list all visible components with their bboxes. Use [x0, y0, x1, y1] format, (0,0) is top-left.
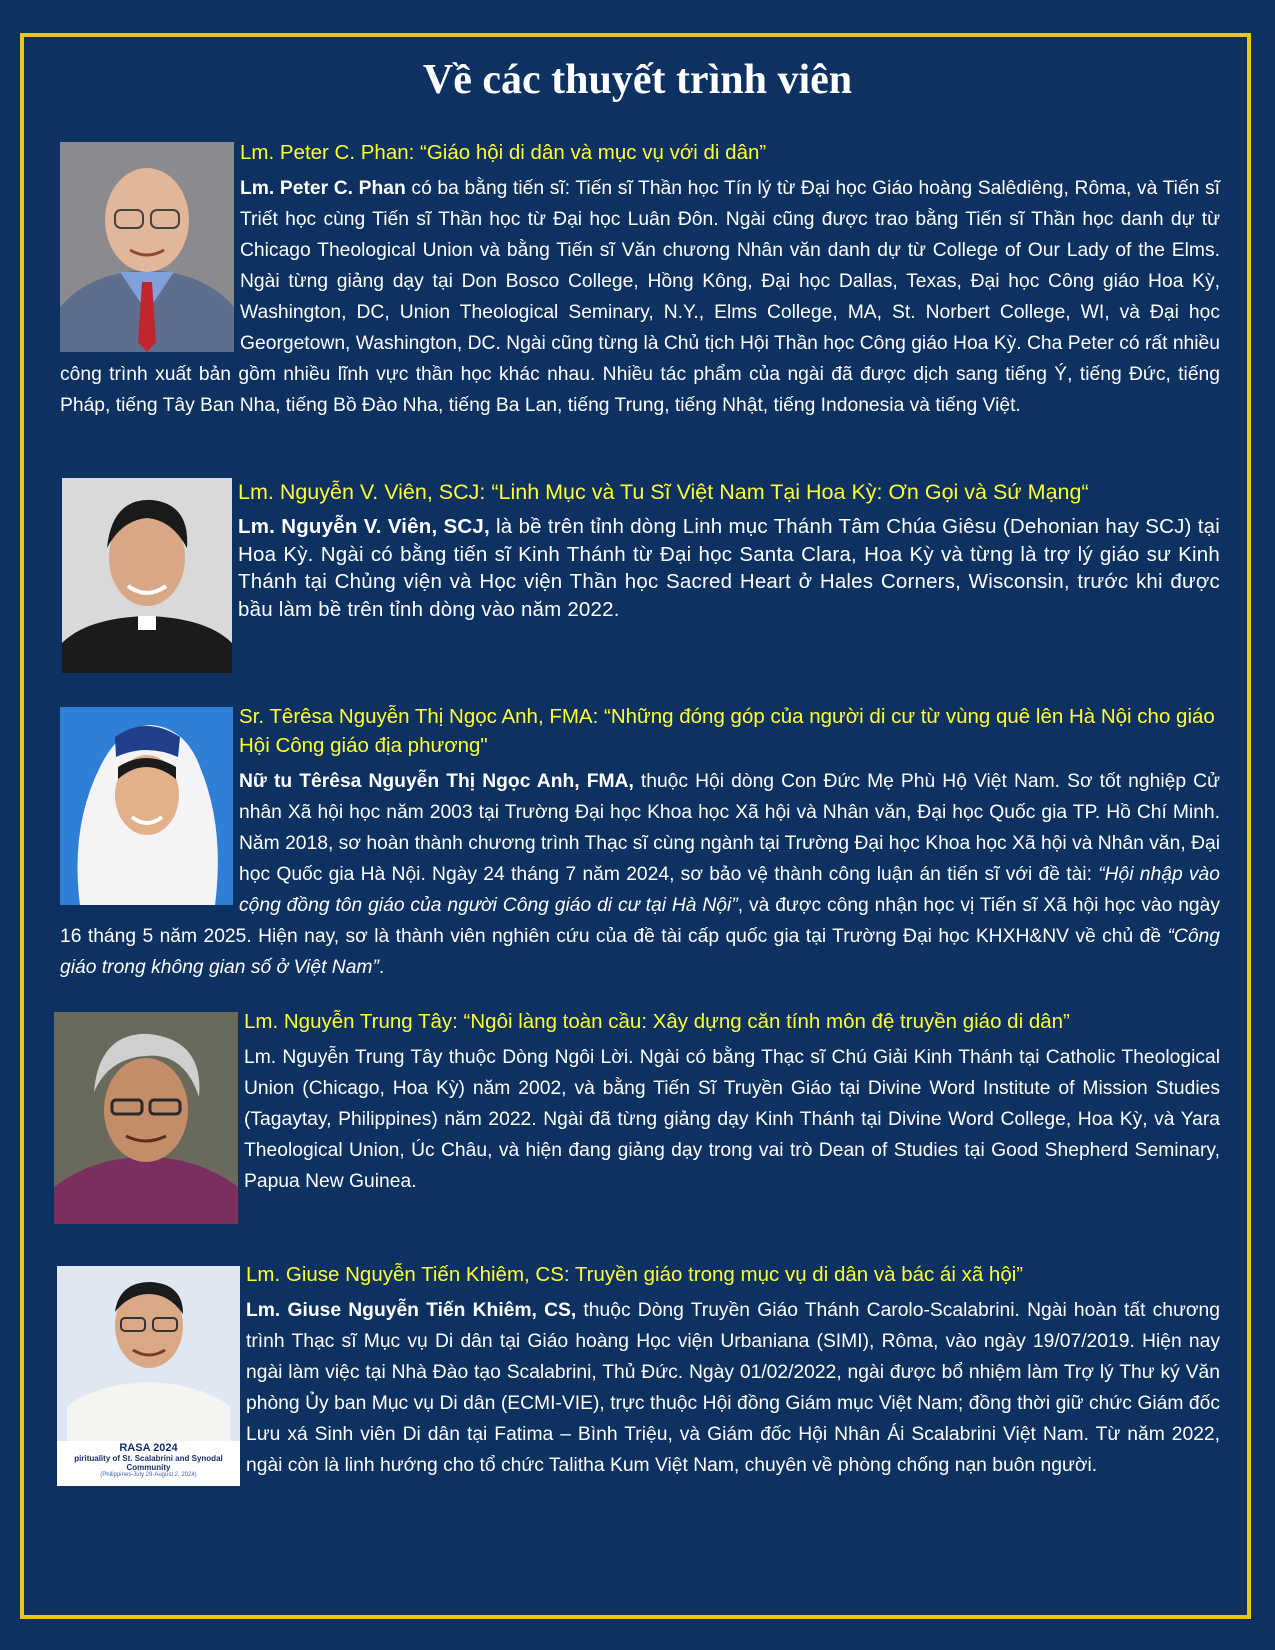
photo-caption-subtitle: pirituality of St. Scalabrini and Synodal Community — [74, 1454, 223, 1472]
speaker-bio-text: . — [378, 957, 385, 978]
speaker-section-peter-phan — [60, 138, 1220, 421]
photo-caption-dates: (Philippines-July 29-August 2, 2024) — [100, 1472, 197, 1478]
portrait-icon — [60, 707, 233, 905]
portrait-icon — [62, 478, 232, 673]
speaker-section-nguyen-trung-tay — [60, 1007, 1220, 1224]
speaker-bio-italic: “Công giáo trong không gian số ở Việt Nam” — [60, 926, 1220, 978]
speaker-topic: Lm. Giuse Nguyễn Tiến Khiêm, CS: Truyền giáo trong mục vụ di dân và bác ái xã hội” — [246, 1263, 1024, 1286]
speaker-bio — [60, 513, 1220, 623]
speaker-bio-text: , và được công nhận học vị Tiến sĩ Xã hội học vào ngày 16 tháng 5 năm 2025. Hiện nay, sơ là thành viên nghiên cứu của đề tài cấp quốc gia tại Trường Đại học KHXH&NV về chủ đề — [60, 895, 1221, 947]
speaker-section-teresa-ngoc-anh — [60, 702, 1220, 983]
speaker-topic: Lm. Nguyễn Trung Tây: “Ngôi làng toàn cầu: Xây dựng căn tính môn đệ truyền giáo di dân” — [244, 1010, 1070, 1033]
speaker-name: Lm. Nguyễn V. Viên, SCJ, — [238, 515, 490, 538]
speaker-topic: Lm. Nguyễn V. Viên, SCJ: “Linh Mục và Tu Sĩ Việt Nam Tại Hoa Kỳ: Ơn Gọi và Sứ Mạng“ — [238, 480, 1089, 504]
speaker-bio — [60, 173, 1220, 421]
speaker-bio — [60, 766, 1220, 983]
speaker-topic: Sr. Têrêsa Nguyễn Thị Ngọc Anh, FMA: “Những đóng góp của người di cư từ vùng quê lên Hà Nội cho giáo Hội Công giáo địa phương" — [239, 705, 1215, 757]
portrait-icon — [60, 142, 234, 352]
speaker-photo-giuse-tien-khiem — [57, 1266, 240, 1486]
portrait-icon — [54, 1012, 238, 1224]
speaker-bio-text: thuộc Dòng Truyền Giáo Thánh Carolo-Scalabrini. Ngài hoàn tất chương trình Thạc sĩ Mục vụ Di dân tại Giáo hoàng Học viện Urbaniana (SIMI), Rôma, vào ngày 19/07/2019. Hiện nay ngài làm việc tại Nhà Đào tạo Scalabrini, Thủ Đức. Ngày 01/02/2022, ngài được bổ nhiệm làm Trợ lý Thư ký Văn phòng Ủy ban Mục vụ Di dân (ECMI-VIE), trực thuộc Hội đồng Giám mục Việt Nam; đồng thời giữ chức Giám đốc Lưu xá Sinh viên Di dân tại Fatima – Bình Triệu, và Giám đốc Hội Nhân Ái Scalabrini Việt Nam. Từ năm 2022, ngài còn là linh hướng cho tổ chức Talitha Kum Việt Nam, chuyên về phòng chống nạn buôn người. — [246, 1300, 1220, 1476]
speaker-name: Lm. Peter C. Phan — [240, 178, 406, 199]
photo-caption — [57, 1442, 240, 1478]
speaker-photo-nguyen-v-vien — [62, 478, 232, 673]
speaker-bio-italic: “Hội nhập vào cộng đồng tôn giáo của người Công giáo di cư tại Hà Nội” — [239, 864, 1221, 916]
speaker-bio-text: thuộc Hội dòng Con Đức Mẹ Phù Hộ Việt Nam. Sơ tốt nghiệp Cử nhân Xã hội học năm 2003 tại Trường Đại học Khoa học Xã hội và Nhân văn, Đại học Quốc gia TP. Hồ Chí Minh. Năm 2018, sơ hoàn thành chương trình Thạc sĩ cùng ngành tại Trường Đại học Khoa học Xã hội và Nhân văn, Đại học Quốc gia Hà Nội. Ngày 24 tháng 7 năm 2024, sơ bảo vệ thành công luận án tiến sĩ với đề tài: — [239, 771, 1220, 885]
speaker-photo-peter-phan — [60, 142, 234, 352]
speaker-photo-teresa-ngoc-anh — [60, 707, 233, 905]
speaker-topic: Lm. Peter C. Phan: “Giáo hội di dân và mục vụ với di dân” — [240, 141, 767, 164]
page-title: Về các thuyết trình viên — [422, 57, 853, 103]
speaker-name: Nữ tu Têrêsa Nguyễn Thị Ngọc Anh, FMA, — [239, 771, 634, 792]
speaker-photo-nguyen-trung-tay — [54, 1012, 238, 1224]
speaker-bio-text: có ba bằng tiến sĩ: Tiến sĩ Thần học Tín lý từ Đại học Giáo hoàng Salêdiêng, Rôma, và Tiến sĩ Triết học cùng Tiến sĩ Thần học từ Đại học Luân Đôn. Ngài cũng được trao bằng Tiến sĩ Thần học danh dự từ Chicago Theological Union và bằng Tiến sĩ Văn chương Nhân văn danh dự từ College of Our Lady of the Elms. Ngài từng giảng dạy tại Don Bosco College, Hồng Kông, Đại học Dallas, Texas, Đại học Công giáo Hoa Kỳ, Washington, DC, Union Theological Seminary, N.Y., Elms College, MA, St. Norbert College, WI, và Đại học Georgetown, Washington, DC. Ngài cũng từng là Chủ tịch Hội Thần học Công giáo Hoa Kỳ. Cha Peter có rất nhiều công trình xuất bản gồm nhiều lĩnh vực thần học khác nhau. Nhiều tác phẩm của ngài đã được dịch sang tiếng Ý, tiếng Đức, tiếng Pháp, tiếng Tây Ban Nha, tiếng Bồ Đào Nha, tiếng Ba Lan, tiếng Trung, tiếng Nhật, tiếng Indonesia và tiếng Việt. — [60, 178, 1220, 416]
speaker-bio: Lm. Nguyễn Trung Tây thuộc Dòng Ngôi Lời. Ngài có bằng Thạc sĩ Chú Giải Kinh Thánh tại Catholic Theological Union (Chicago, Hoa Kỳ) năm 2002, và bằng Tiến Sĩ Truyền Giáo tại Divine Word Institute of Mission Studies (Tagaytay, Philippines) năm 2022. Ngài đã từng giảng dạy Kinh Thánh tại Divine Word College, Hoa Kỳ, và Yara Theological Union, Úc Châu, và hiện đang giảng dạy trong vai trò Dean of Studies tại Good Shepherd Seminary, Papua New Guinea. — [244, 1047, 1220, 1192]
speaker-name: Lm. Giuse Nguyễn Tiến Khiêm, CS, — [246, 1300, 577, 1321]
speaker-section-nguyen-v-vien — [60, 478, 1220, 673]
photo-caption-title: RASA 2024 — [119, 1442, 178, 1454]
speaker-bio-text: là bề trên tỉnh dòng Linh mục Thánh Tâm Chúa Giêsu (Dehonian hay SCJ) tại Hoa Kỳ. Ngài có bằng tiến sĩ Kinh Thánh từ Đại học Santa Clara, Hoa Kỳ và từng là trợ lý giáo sư Kinh Thánh tại Chủng viện và Học viện Thần học Sacred Heart ở Hales Corners, Wisconsin, trước khi được bầu làm bề trên tỉnh dòng vào năm 2022. — [238, 515, 1220, 621]
speaker-section-giuse-tien-khiem — [60, 1260, 1220, 1486]
